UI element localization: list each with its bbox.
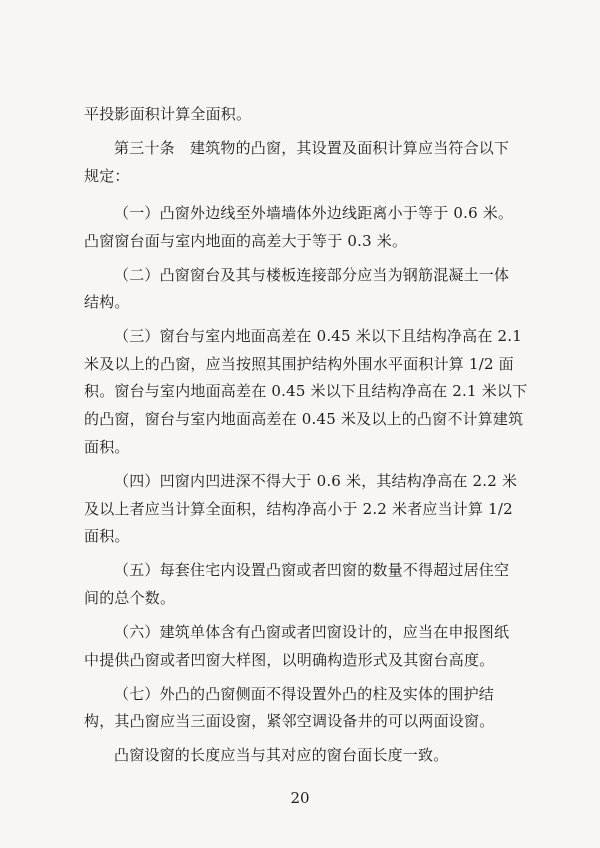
text-line: 及以上者应当计算全面积，结构净高小于 2.2 米者应当计算 1/2 [84, 500, 513, 518]
text-line: 面积。 [84, 438, 130, 456]
text-line: 米及以上的凸窗，应当按照其围护结构外围水平面积计算 1/2 面 [84, 355, 514, 373]
page-number: 20 [290, 789, 310, 807]
text-line: （四）凹窗内凹进深不得大于 0.6 米，其结构净高在 2.2 米 [114, 472, 518, 490]
text-line: 凸窗设窗的长度应当与其对应的窗台面长度一致。 [114, 746, 449, 764]
text-line: 第三十条 建筑物的凸窗，其设置及面积计算应当符合以下 [114, 139, 510, 157]
text-line: 凸窗窗台面与室内地面的高差大于等于 0.3 米。 [84, 232, 408, 250]
text-line: 规定： [84, 167, 130, 185]
text-line: 面积。 [84, 527, 130, 545]
text-line: （三）窗台与室内地面高差在 0.45 米以下且结构净高在 2.1 [114, 327, 522, 345]
text-line: （一）凸窗外边线至外墙墙体外边线距离小于等于 0.6 米。 [114, 204, 514, 222]
text-line: （二）凸窗窗台及其与楼板连接部分应当为钢筋混凝土一体 [114, 266, 510, 284]
text-line: 结构。 [84, 293, 130, 311]
text-line: （五）每套住宅内设置凸窗或者凹窗的数量不得超过居住空 [114, 561, 510, 579]
text-line: 中提供凸窗或者凹窗大样图，以明确构造形式及其窗台高度。 [84, 651, 495, 669]
text-line: （六）建筑单体含有凸窗或者凹窗设计的，应当在申报图纸 [114, 623, 510, 641]
text-line: 构，其凸窗应当三面设窗，紧邻空调设备井的可以两面设窗。 [84, 712, 495, 730]
text-line: 积。窗台与室内地面高差在 0.45 米以下且结构净高在 2.1 米以下 [84, 382, 528, 400]
text-line: 间的总个数。 [84, 589, 176, 607]
text-line: 平投影面积计算全面积。 [84, 105, 252, 123]
text-line: （七）外凸的凸窗侧面不得设置外凸的柱及实体的围护结 [114, 685, 495, 703]
text-line: 的凸窗，窗台与室内地面高差在 0.45 米及以上的凸窗不计算建筑 [84, 410, 524, 428]
